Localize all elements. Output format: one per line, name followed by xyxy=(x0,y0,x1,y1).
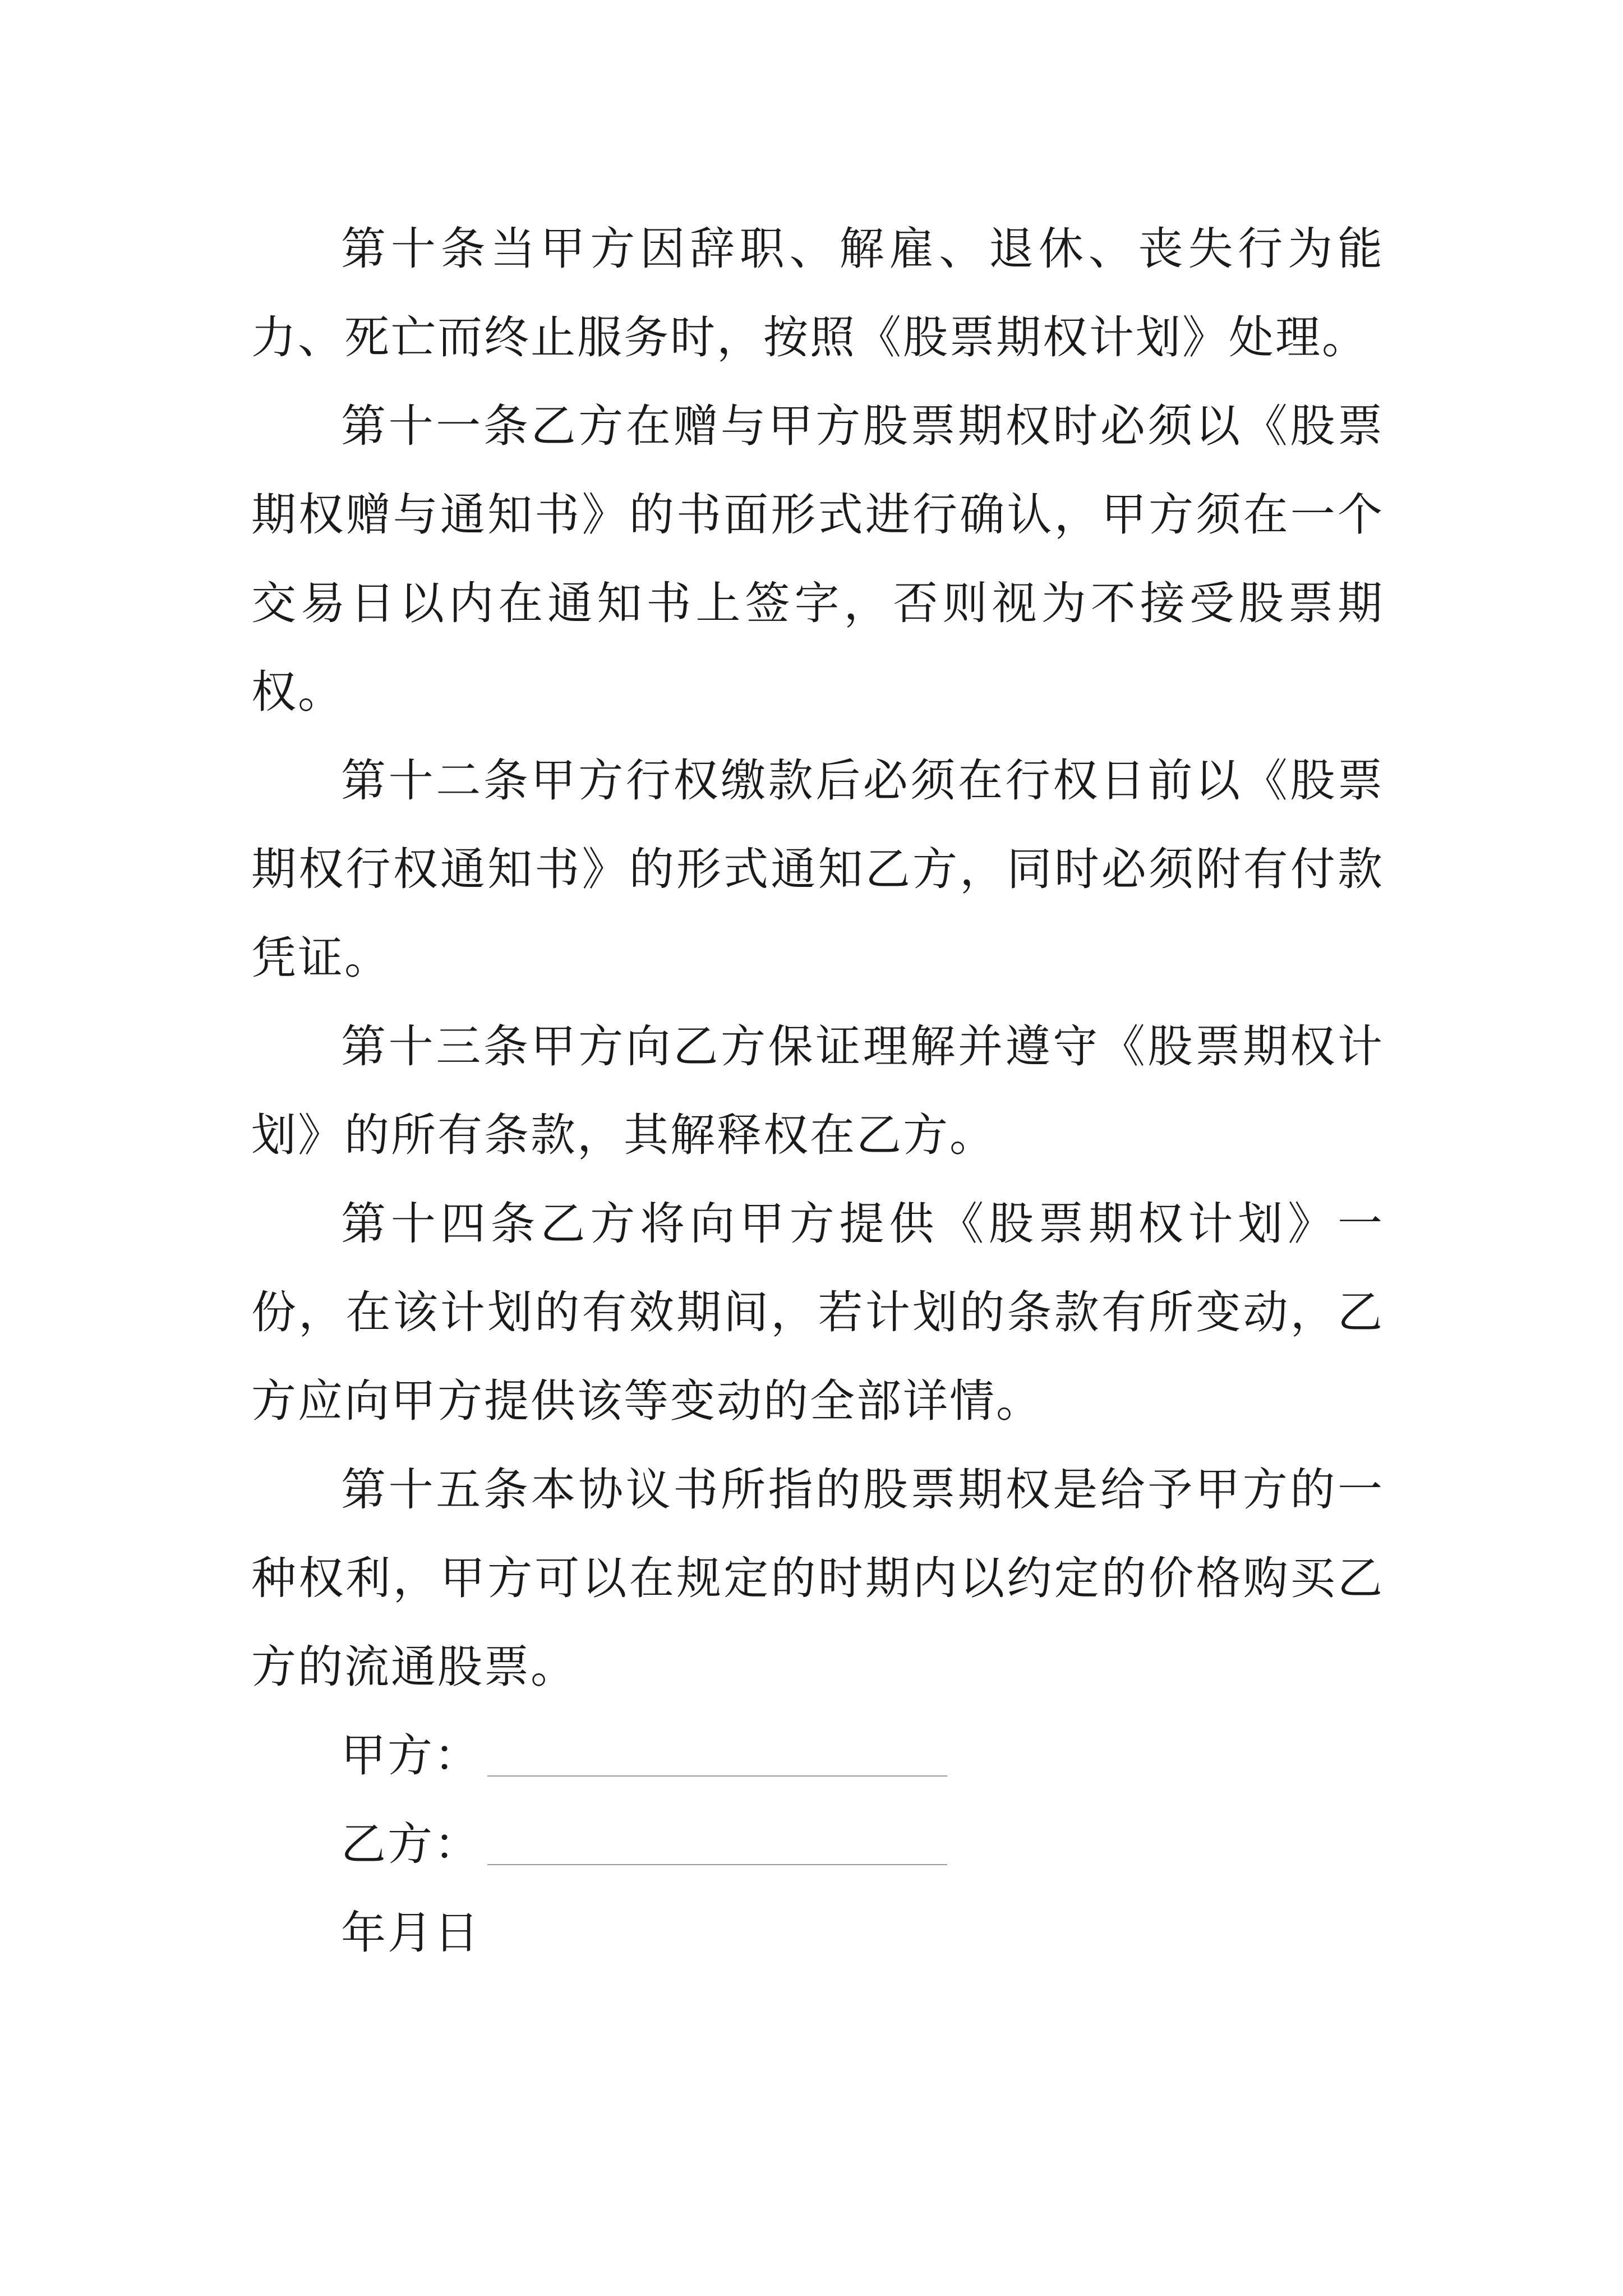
article-10: 第十条当甲方因辞职、解雇、退休、丧失行为能力、死亡而终止服务时，按照《股票期权计划》处理。 xyxy=(251,223,1384,364)
article-12: 第十二条甲方行权缴款后必须在行权日前以《股票期权行权通知书》的形式通知乙方，同时必须附有付款凭证。 xyxy=(251,754,1384,984)
date-row xyxy=(251,1889,1384,1977)
party-b-label: 乙方： xyxy=(341,1818,481,1870)
article-13: 第十三条甲方向乙方保证理解并遵守《股票期权计划》的所有条款，其解释权在乙方。 xyxy=(251,1020,1384,1161)
party-b-signature-row xyxy=(251,1800,1384,1889)
party-a-signature-row xyxy=(251,1711,1384,1800)
article-11: 第十一条乙方在赠与甲方股票期权时必须以《股票期权赠与通知书》的书面形式进行确认，甲方须在一个交易日以内在通知书上签字，否则视为不接受股票期权。 xyxy=(251,400,1384,718)
party-a-label: 甲方： xyxy=(341,1729,481,1782)
article-14: 第十四条乙方将向甲方提供《股票期权计划》一份，在该计划的有效期间，若计划的条款有所变动，乙方应向甲方提供该等变动的全部详情。 xyxy=(251,1198,1384,1427)
article-15: 第十五条本协议书所指的股票期权是给予甲方的一种权利，甲方可以在规定的时期内以约定的价格购买乙方的流通股票。 xyxy=(251,1464,1384,1693)
party-b-signature-line xyxy=(487,1864,947,1865)
document-body xyxy=(251,205,1384,1977)
party-a-signature-line xyxy=(487,1775,947,1777)
date-label: 年月日 xyxy=(341,1907,481,1959)
